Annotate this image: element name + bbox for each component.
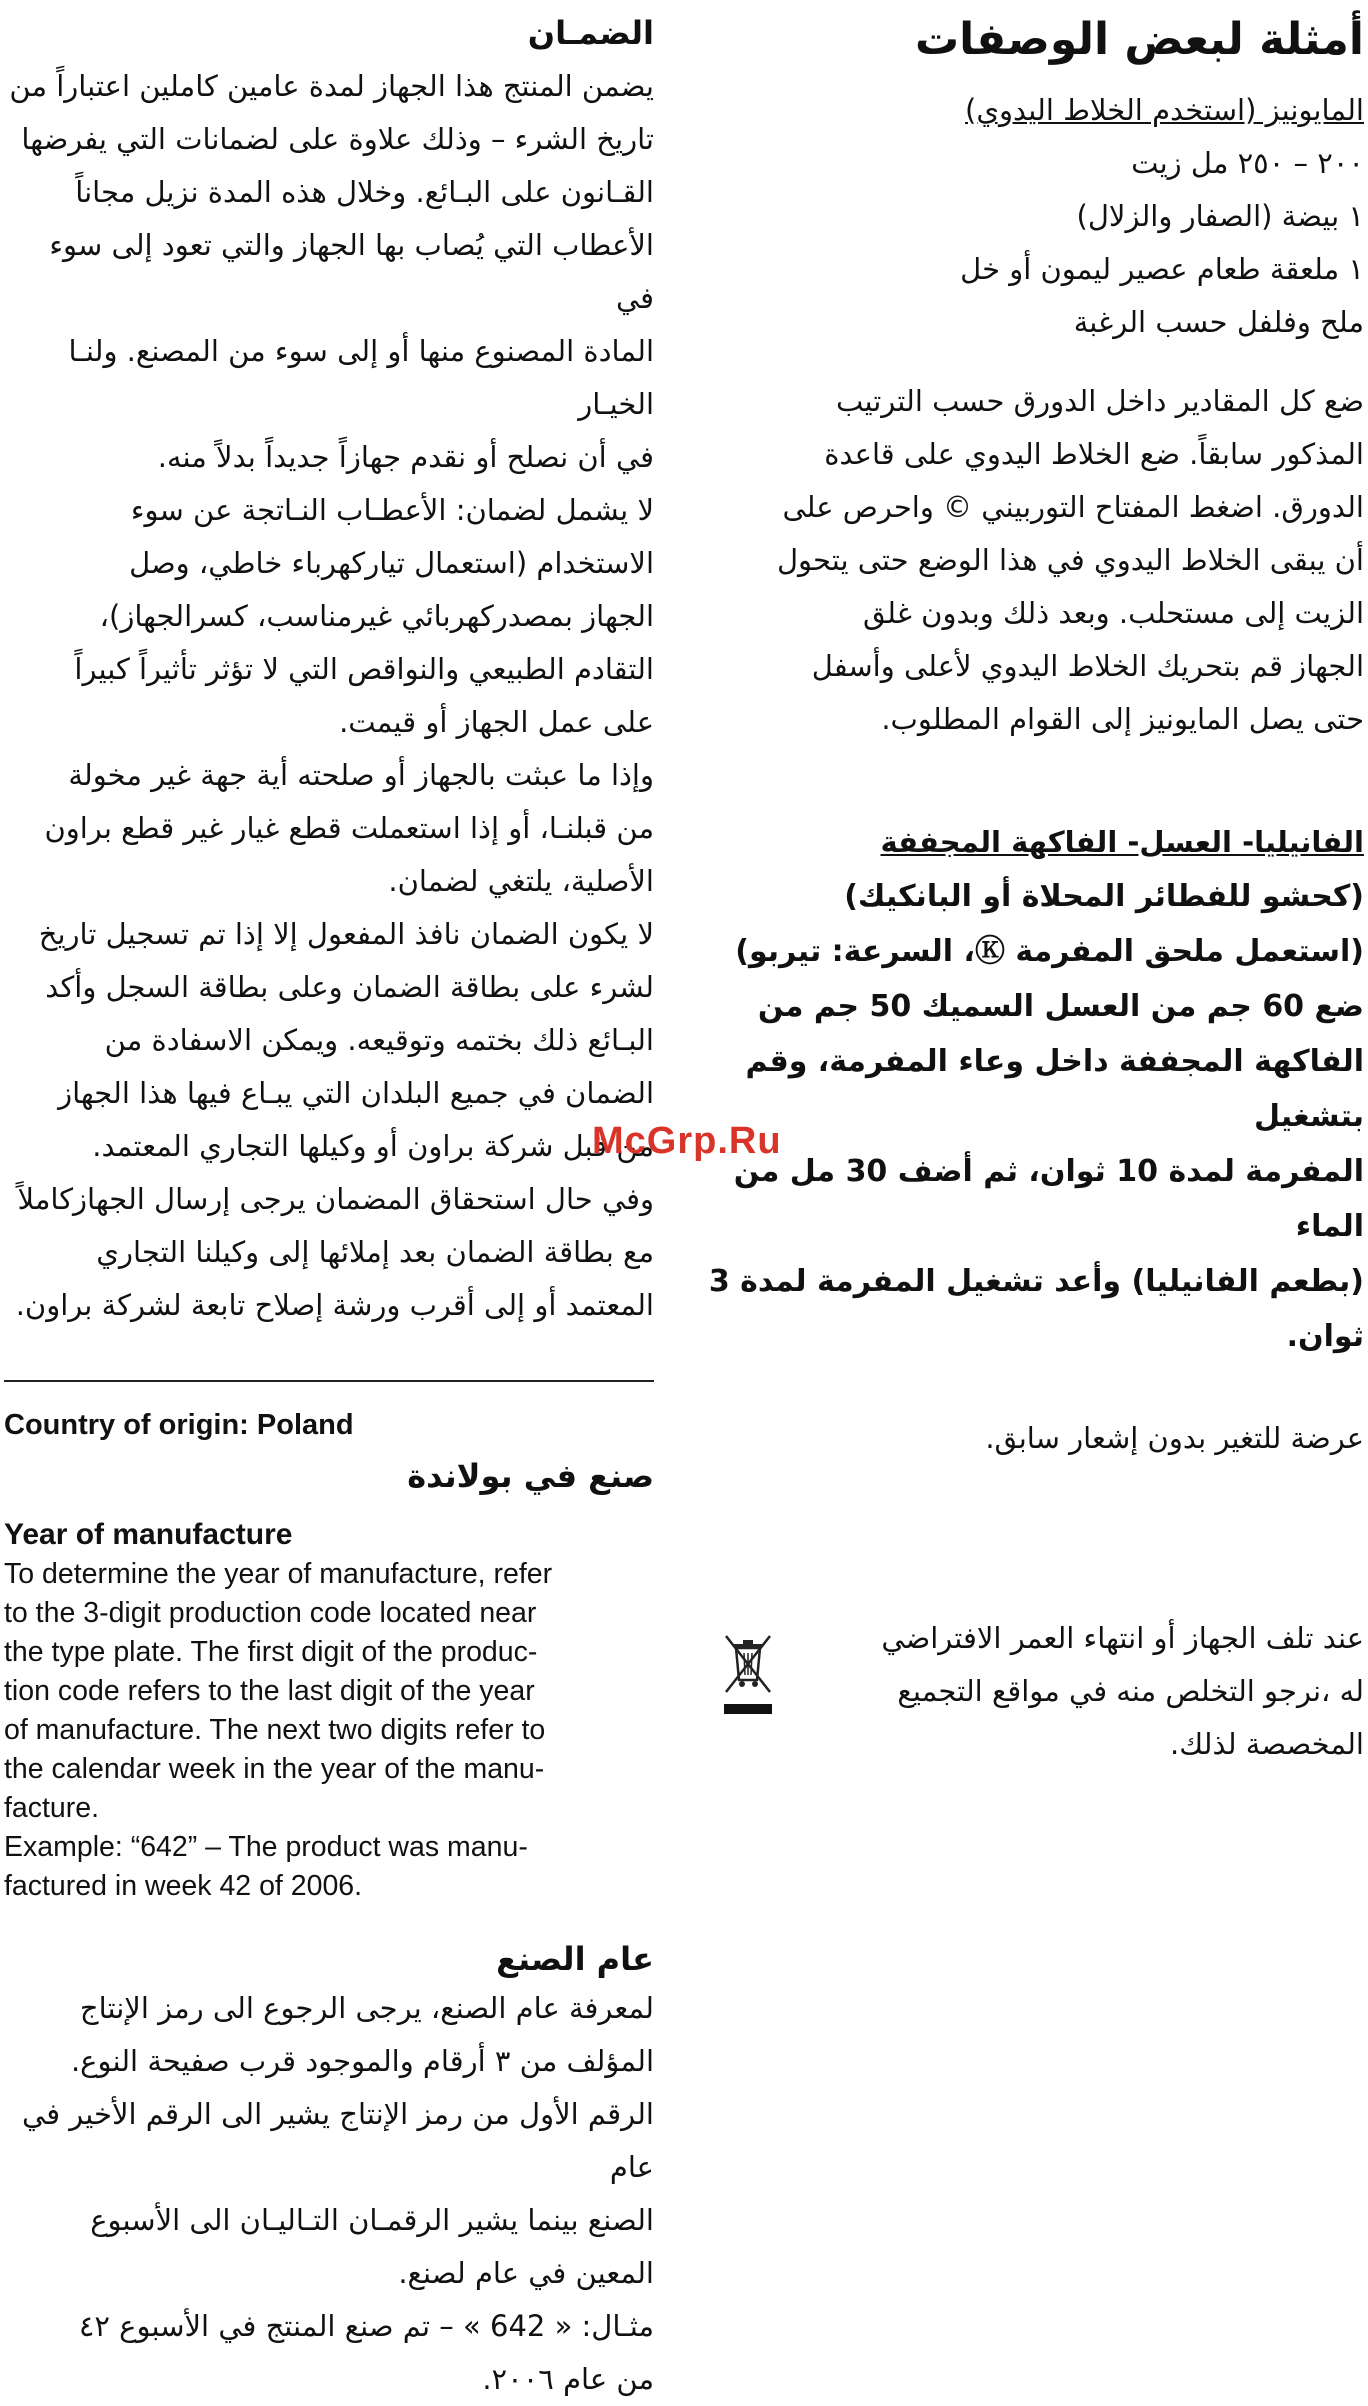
warranty-line: من قبل شركة براون أو وكيلها التجاري المعتمد. — [92, 1129, 654, 1163]
step-line: حتى يصل المايونيز إلى القوام المطلوب. — [881, 702, 1364, 736]
year-line-en: Example: “642” – The product was manu- — [4, 1831, 528, 1863]
warranty-line: في أن نصلح أو نقدم جهازاً جديداً بدلاً منه. — [157, 440, 654, 474]
year-of-manufacture-section — [4, 1515, 654, 2406]
disposal-line: عند تلف الجهاز أو انتهاء العمر الافتراضي — [881, 1621, 1364, 1655]
warranty-title: الضمـان — [527, 14, 654, 52]
notice-section — [700, 1412, 1364, 1465]
step-line: الجهاز قم بتحريك الخلاط اليدوي لأعلى وأسفل — [811, 649, 1364, 683]
warranty-body — [4, 60, 654, 1332]
ingredient-line: ١ بيضة (الصفار والزلال) — [1076, 199, 1364, 233]
warranty-line: لا يشمل لضمان: الأعطـاب النـاتجة عن سوء — [130, 493, 654, 527]
warranty-line: لشرء على بطاقة الضمان وعلى بطاقة السجل وأكد — [45, 970, 654, 1004]
vanilla-heading: الفانيليا- العسل- الفاكهة المجففة — [880, 825, 1364, 859]
year-line-ar: مثـال: « 642 » – تم صنع المنتج في الأسبوع ٤٢ — [78, 2309, 654, 2343]
year-line-ar: الصنع بينما يشير الرقمـان التـاليـان الى الأسبوع — [90, 2203, 654, 2237]
warranty-line: الأصلية، يلتغي لضمان. — [388, 864, 654, 898]
warranty-line: على عمل الجهاز أو قيمت. — [339, 705, 654, 739]
warranty-line: الضمان في جميع البلدان التي يبـاع فيها هذا الجهاز — [58, 1076, 654, 1110]
ingredient-line: ١ ملعقة طعام عصير ليمون أو خل — [960, 252, 1364, 286]
vanilla-line: (كحشو للفطائر المحلاة أو البانكيك) — [844, 879, 1364, 914]
year-line-en: facture. — [4, 1792, 100, 1824]
vanilla-line: الفاكهة المجففة داخل وعاء المفرمة، وقم بتشغيل — [745, 1044, 1364, 1134]
section-divider — [4, 1380, 654, 1382]
warranty-line: القـانون على البـائع. وخلال هذه المدة نزيل مجاناً — [75, 175, 654, 209]
year-line-en: the type plate. The first digit of the produc- — [4, 1636, 538, 1668]
year-line-ar: المؤلف من ٣ أرقام والموجود قرب صفيحة النوع. — [70, 2044, 654, 2078]
year-line-en: of manufacture. The next two digits refer to — [4, 1714, 546, 1746]
crossed-out-wheelie-bin-icon — [718, 1632, 778, 1720]
step-line: الدورق. اضغط المفتاح التوربيني © واحرص على — [782, 490, 1364, 524]
vanilla-line: المفرمة لمدة 10 ثوان، ثم أضف 30 مل من الماء — [733, 1154, 1364, 1244]
warranty-line: الأعطاب التي يُصاب بها الجهاز والتي تعود إلى سوء في — [49, 228, 654, 315]
warranty-line: من قبلنـا، أو إذا استعملت قطع غيار غير قطع براون — [44, 811, 654, 845]
recipes-title: أمثلة لبعض الوصفات — [914, 14, 1364, 65]
year-title-en: Year of manufacture — [4, 1518, 293, 1551]
warranty-line: مع بطاقة الضمان بعد إملائها إلى وكيلنا التجاري — [96, 1235, 654, 1269]
change-notice: عرضة للتغير بدون إشعار سابق. — [985, 1421, 1364, 1455]
warranty-line: البـائع ذلك بختمه وتوقيعه. ويمكن الاسفادة من — [104, 1023, 654, 1057]
disposal-section — [820, 1612, 1364, 1771]
year-title-ar: عام الصنع — [496, 1940, 654, 1978]
origin-section — [4, 1405, 654, 1499]
step-line: أن يبقى الخلاط اليدوي في هذا الوضع حتى يتحول — [776, 543, 1364, 577]
warranty-line: المعتمد أو إلى أقرب ورشة إصلاح تابعة لشركة براون. — [15, 1288, 654, 1322]
year-line-en: factured in week 42 of 2006. — [4, 1870, 363, 1902]
warranty-line: تاريخ الشرء – وذلك علاوة على لضمانات التي يفرضها — [21, 122, 654, 156]
ingredient-line: ٢٠٠ – ٢٥٠ مل زيت — [1131, 146, 1364, 180]
warranty-line: المادة المصنوع منها أو إلى سوء من المصنع. ولنـا الخيـار — [68, 334, 654, 421]
warranty-line: يضمن المنتج هذا الجهاز لمدة عامين كاملين اعتباراً من — [9, 69, 654, 103]
vanilla-line: ضع 60 جم من العسل السميك 50 جم من — [757, 989, 1364, 1024]
year-line-ar: الرقم الأول من رمز الإنتاج يشير الى الرقم الأخير في عام — [22, 2097, 654, 2184]
warranty-section — [4, 10, 654, 1332]
disposal-line: له ،نرجو التخلص منه في مواقع التجميع — [897, 1674, 1364, 1708]
disposal-line: المخصصة لذلك. — [1170, 1727, 1364, 1761]
year-line-en: tion code refers to the last digit of the year — [4, 1675, 535, 1707]
year-body-en — [4, 1555, 654, 1906]
year-line-ar: المعين في عام لصنع. — [398, 2256, 654, 2290]
vanilla-line: (بطعم الفانيليا) وأعد تشغيل المفرمة لمدة 3 ثوان. — [708, 1264, 1364, 1354]
warranty-line: وفي حال استحقاق المضمان يرجى إرسال الجهازكاملاً — [17, 1182, 654, 1216]
year-line-en: To determine the year of manufacture, refer — [4, 1558, 553, 1590]
recipes-section — [700, 10, 1364, 1364]
warranty-line: التقادم الطبيعي والنواقص التي لا تؤثر تأثيراً كبيراً — [74, 652, 654, 686]
country-of-origin-ar: صنع في بولاندة — [407, 1457, 654, 1495]
country-of-origin-en: Country of origin: Poland — [4, 1409, 354, 1441]
mayonnaise-heading: المايونيز (استخدم الخلاط اليدوي) — [965, 93, 1364, 127]
step-line: المذكور سابقاً. ضع الخلاط اليدوي على قاعدة — [824, 437, 1364, 471]
vanilla-line: (استعمل ملحق المفرمة Ⓚ، السرعة: تيربو) — [735, 934, 1364, 969]
year-line-ar: من عام ٢٠٠٦. — [482, 2362, 654, 2396]
year-body-ar-block — [4, 1936, 654, 2406]
warranty-line: لا يكون الضمان نافذ المفعول إلا إذا تم تسجيل تاريخ — [38, 917, 654, 951]
watermark: McGrp.Ru — [592, 1120, 782, 1162]
warranty-line: الاستخدام (استعمال تياركهرباء خاطي، وصل — [129, 546, 654, 580]
vanilla-recipe — [700, 816, 1364, 1364]
warranty-line: الجهاز بمصدركهربائي غيرمناسب، كسرالجهاز)، — [99, 599, 654, 633]
year-line-en: to the 3-digit production code located near — [4, 1597, 537, 1629]
ingredient-line: ملح وفلفل حسب الرغبة — [1073, 305, 1364, 339]
mayonnaise-recipe — [700, 84, 1364, 746]
year-line-ar: لمعرفة عام الصنع، يرجى الرجوع الى رمز الإنتاج — [79, 1991, 654, 2025]
step-line: الزيت إلى مستحلب. وبعد ذلك وبدون غلق — [862, 596, 1364, 630]
step-line: ضع كل المقادير داخل الدورق حسب الترتيب — [836, 384, 1364, 418]
year-line-en: the calendar week in the year of the manu- — [4, 1753, 545, 1785]
warranty-line: وإذا ما عبثت بالجهاز أو صلحته أية جهة غير مخولة — [68, 758, 654, 792]
